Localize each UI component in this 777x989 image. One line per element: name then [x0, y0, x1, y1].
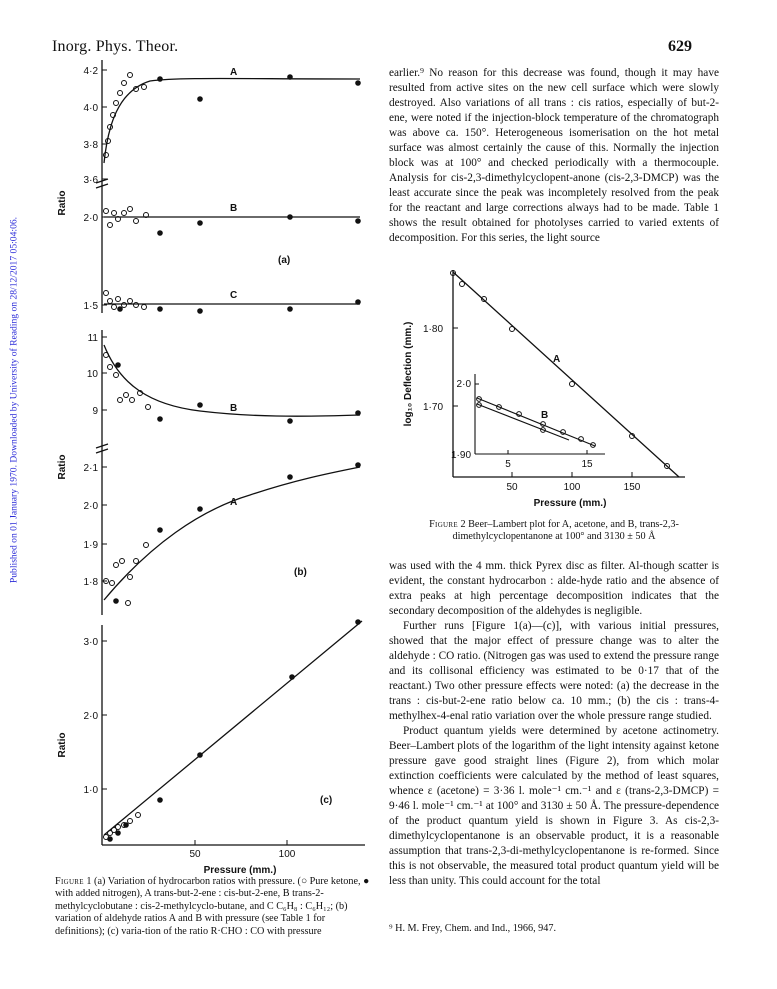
- figure-1-caption: [55, 876, 373, 938]
- paragraph-3: Further runs [Figure 1(a)—(c)], with various initial pressures, showed that the major effect of pressure change was to alter the aldehyde : CO ratio. (Nitrogen gas was used to extend the pressure range and its collisonal efficiency was estimated to be 0·17 that of the reactant.) Two other pressure effects were noted: (a) the decrease in the trans : cis-but-2-ene ratio below ca. 10 mm.; (b) the cis : trans-4-methylhex-4-enal ratio variation over the whole pressure range studied.: [389, 620, 719, 722]
- figure-1-caption-lead: Figure: [55, 876, 84, 887]
- fig2-x-tick-2: 150: [623, 482, 641, 493]
- panel-tag-c: (c): [320, 795, 333, 806]
- panel-tag-b: (b): [294, 567, 307, 578]
- fig1-ylabel-b: Ratio: [57, 454, 68, 480]
- download-stamp-text: Published on 01 January 1970. Downloaded by University of Reading on 28/12/2017 05:04:06.: [8, 216, 20, 584]
- tick-a-2: 3·8: [83, 140, 98, 151]
- fig1-panel-b: [84, 330, 361, 615]
- tick-b-0: 11: [87, 333, 98, 344]
- tick-b-2: 9: [92, 406, 98, 417]
- body-column-lower: [389, 559, 719, 889]
- paragraph-4: Product quantum yields were determined by acetone actinometry. Beer–Lambert plots of the logarithm of the light intensity against ketone pressure gave good straight lines (Figure 2), from which molar extinction coefficients were calculated by the method of least squares, whence ε (acetone) = 3·36 l. mole⁻¹ cm.⁻¹ and ε (trans-2,3-DMCP) = 9·46 l. mole⁻¹ cm.⁻¹ at 100° and 3130 ± 50 Å. The pressure-dependence of the product quantum yield is shown in Figure 3. As cis-2,3-dimethylcyclopentanone is an observable product, it is a reasonable assumption that trans-2,3-di-methylcyclopentanone is re-formed. Since this is not observable, the measured total product quantum yield will be less than unity. This could account for the total: [389, 725, 719, 887]
- figure-2-caption-text: 2 Beer–Lambert plot for A, acetone, and B, trans-2,3-dimethylcyclopentanone at 100° and 3130 ± 50 Å: [452, 519, 679, 543]
- tick-b-4: 2·0: [83, 501, 98, 512]
- panel-tag-a: (a): [278, 255, 291, 266]
- paragraph-1: [389, 66, 719, 246]
- inset-x-tick-1: 15: [581, 459, 593, 470]
- figure-1-caption-text: 1 (a) Variation of hydrocarbon ratios with pressure. (○ Pure ketone, ● with added nitrogen), A trans-but-2-ene : cis-but-2-ene, B trans-2-methylcyclobutane : cis-2-methylcyclo-butane, and C C₆H₈ : C₆H₁₂; (b) variation of aldehyde ratios A and B with pressure (see Table 1 for definitions); (c) varia-tion of the ratio R·CHO : CO with pressure: [55, 876, 370, 937]
- curve-label-a-a: A: [230, 67, 238, 78]
- fig2-series-label-a: A: [553, 354, 561, 365]
- fig2-ylabel: log₁₀ Deflection (mm.): [403, 321, 414, 427]
- download-stamp: [2, 180, 26, 620]
- x-tick-1-0: 50: [189, 849, 201, 860]
- fig1-ylabel-c: Ratio: [57, 732, 68, 758]
- footnote: ⁹ H. M. Frey, Chem. and Ind., 1966, 947.: [389, 923, 557, 934]
- tick-b-6: 1·8: [83, 577, 98, 588]
- inset-x-tick-0: 5: [505, 459, 511, 470]
- x-tick-1-1: 100: [278, 849, 296, 860]
- tick-c-0: 3·0: [83, 637, 98, 648]
- tick-a-4: 2·0: [83, 213, 98, 224]
- tick-c-2: 1·0: [83, 785, 98, 796]
- tick-a-1: 4·0: [83, 103, 98, 114]
- figure-2-caption-lead: Figure: [429, 519, 458, 530]
- fig1-panel-a: [84, 60, 361, 314]
- tick-b-1: 10: [86, 369, 98, 380]
- fig1-panel-c: [84, 619, 365, 876]
- paragraph-1-text: earlier.⁹ No reason for this decrease was found, though it may have resulted from active sites on the new cell surface which were slowly destroyed. Also variations of all trans : cis ratios, especially of but-2-ene, were noted if the injection-block temperature of the chromatograph was above ca. 150°. Heterogeneous isomerisation on the hot metal surface was almost certainly the cause of this. Normally the injection block was at 100° and checked periodically with a thermocouple. Analysis for cis-2,3-dimethylcyclopent-anone (cis-2,3-DMCP) was the least accurate since the peak was incompletely resolved from the peak for the reactant and large corrections always had to be made. Table 1 shows the result obtained for photolyses carried to varied extents of decomposition. For this series, the light source: [389, 67, 719, 244]
- tick-b-5: 1·9: [83, 540, 98, 551]
- fig2-x-tick-0: 50: [506, 482, 518, 493]
- fig1-xlabel: Pressure (mm.): [203, 865, 277, 876]
- fig1-ylabel-a: Ratio: [57, 190, 68, 216]
- paragraph-2: was used with the 4 mm. thick Pyrex disc as filter. Al-though scatter is evident, the constant hydrocarbon : alde-hyde ratio and the absence of extra peaks at high percentage decomposition indicates that the secondary decomposition of the aldehydes is negligible.: [389, 560, 719, 617]
- curve-label-b-a: A: [230, 497, 238, 508]
- fig2-series-label-b: B: [541, 410, 549, 421]
- fig2-xlabel: Pressure (mm.): [533, 498, 607, 509]
- fig2-y-tick-0: 1·80: [422, 324, 443, 335]
- journal-header: Inorg. Phys. Theor.: [52, 38, 179, 55]
- curve-label-a-b: B: [230, 203, 238, 214]
- tick-a-3: 3·6: [83, 175, 98, 186]
- curve-label-b-b: B: [230, 403, 238, 414]
- inset-y-tick-0: 2·0: [456, 379, 471, 390]
- tick-c-1: 2·0: [83, 711, 98, 722]
- tick-a-0: 4·2: [83, 66, 98, 77]
- page-number: 629: [668, 38, 692, 55]
- fig2-y-tick-1: 1·70: [422, 402, 443, 413]
- figure-2: [395, 262, 695, 512]
- figure-1: [40, 55, 375, 885]
- curve-label-a-c: C: [230, 290, 238, 301]
- inset-y-tick-1: 1·90: [450, 450, 471, 461]
- fig2-x-tick-1: 100: [563, 482, 581, 493]
- tick-a-5: 1·5: [83, 301, 98, 312]
- figure-2-caption: [389, 519, 719, 544]
- tick-b-3: 2·1: [83, 463, 98, 474]
